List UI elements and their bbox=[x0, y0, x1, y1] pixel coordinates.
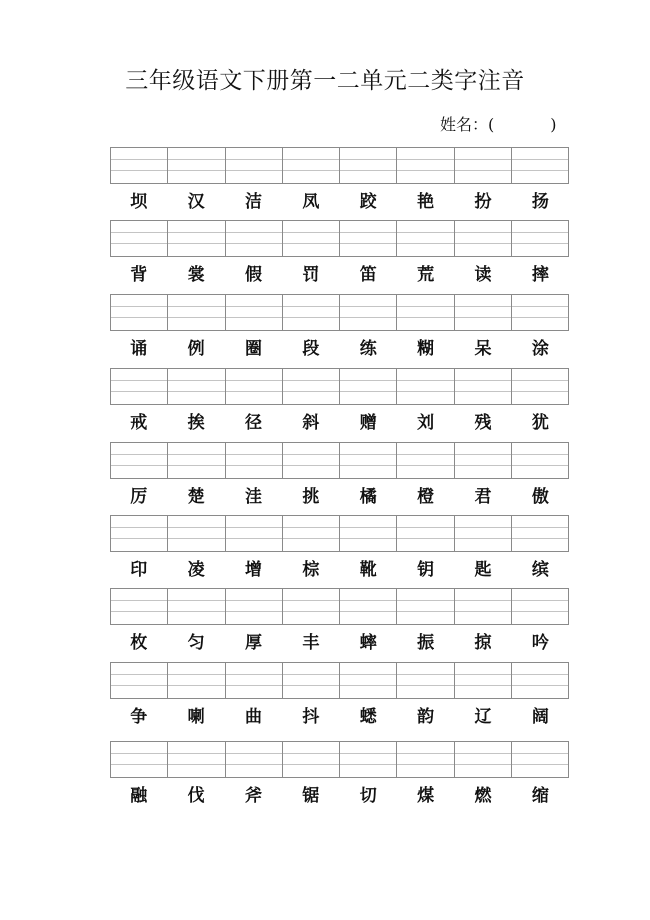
pinyin-writing-cell[interactable] bbox=[455, 295, 512, 330]
pinyin-writing-cell[interactable] bbox=[283, 221, 340, 256]
hanzi-character: 印 bbox=[130, 560, 148, 580]
pinyin-writing-cell[interactable] bbox=[340, 663, 397, 698]
pinyin-writing-grid bbox=[110, 741, 569, 778]
pinyin-writing-cell[interactable] bbox=[512, 295, 568, 330]
pinyin-writing-cell[interactable] bbox=[226, 369, 283, 404]
pinyin-writing-cell[interactable] bbox=[455, 589, 512, 624]
pinyin-writing-cell[interactable] bbox=[111, 663, 168, 698]
hanzi-character: 振 bbox=[417, 633, 435, 653]
pinyin-writing-grid bbox=[110, 294, 569, 331]
pinyin-writing-cell[interactable] bbox=[340, 443, 397, 478]
hanzi-character: 刘 bbox=[417, 413, 435, 433]
hanzi-character: 君 bbox=[474, 487, 492, 507]
pinyin-writing-cell[interactable] bbox=[397, 443, 454, 478]
hanzi-character: 圈 bbox=[244, 339, 262, 359]
name-field-label: 姓名：( ) bbox=[440, 115, 557, 134]
character-row bbox=[110, 412, 569, 434]
hanzi-character: 残 bbox=[474, 413, 492, 433]
hanzi-character: 挨 bbox=[187, 413, 205, 433]
hanzi-character: 糊 bbox=[417, 339, 435, 359]
pinyin-writing-cell[interactable] bbox=[283, 295, 340, 330]
hanzi-character: 例 bbox=[187, 339, 205, 359]
hanzi-character: 笛 bbox=[359, 265, 377, 285]
hanzi-character: 棕 bbox=[302, 560, 320, 580]
hanzi-character: 厚 bbox=[244, 633, 262, 653]
pinyin-writing-cell[interactable] bbox=[340, 148, 397, 183]
hanzi-character: 罚 bbox=[302, 265, 320, 285]
pinyin-writing-cell[interactable] bbox=[340, 589, 397, 624]
pinyin-writing-cell[interactable] bbox=[283, 369, 340, 404]
pinyin-writing-cell[interactable] bbox=[455, 443, 512, 478]
hanzi-character: 缩 bbox=[531, 786, 549, 806]
pinyin-writing-cell[interactable] bbox=[340, 516, 397, 551]
pinyin-writing-cell[interactable] bbox=[111, 295, 168, 330]
pinyin-row-block bbox=[110, 588, 569, 654]
pinyin-writing-cell[interactable] bbox=[512, 589, 568, 624]
hanzi-character: 练 bbox=[359, 339, 377, 359]
pinyin-writing-cell[interactable] bbox=[340, 742, 397, 777]
pinyin-writing-cell[interactable] bbox=[168, 589, 225, 624]
pinyin-row-block bbox=[110, 741, 569, 807]
hanzi-character: 涂 bbox=[531, 339, 549, 359]
pinyin-writing-cell[interactable] bbox=[340, 369, 397, 404]
hanzi-character: 挑 bbox=[302, 487, 320, 507]
pinyin-writing-cell[interactable] bbox=[168, 516, 225, 551]
hanzi-character: 匀 bbox=[187, 633, 205, 653]
hanzi-character: 厉 bbox=[130, 487, 148, 507]
pinyin-writing-cell[interactable] bbox=[111, 148, 168, 183]
hanzi-character: 吟 bbox=[531, 633, 549, 653]
pinyin-writing-cell[interactable] bbox=[397, 516, 454, 551]
hanzi-character: 傲 bbox=[531, 487, 549, 507]
character-row bbox=[110, 338, 569, 360]
hanzi-character: 扬 bbox=[531, 192, 549, 212]
pinyin-writing-cell[interactable] bbox=[397, 295, 454, 330]
pinyin-row-block bbox=[110, 442, 569, 508]
pinyin-writing-cell[interactable] bbox=[512, 443, 568, 478]
pinyin-writing-cell[interactable] bbox=[397, 148, 454, 183]
hanzi-character: 煤 bbox=[417, 786, 435, 806]
pinyin-writing-cell[interactable] bbox=[455, 516, 512, 551]
pinyin-writing-cell[interactable] bbox=[226, 516, 283, 551]
hanzi-character: 背 bbox=[130, 265, 148, 285]
pinyin-writing-grid bbox=[110, 662, 569, 699]
pinyin-writing-cell[interactable] bbox=[168, 148, 225, 183]
hanzi-character: 凤 bbox=[302, 192, 320, 212]
pinyin-writing-cell[interactable] bbox=[512, 516, 568, 551]
character-row bbox=[110, 706, 569, 728]
pinyin-writing-cell[interactable] bbox=[512, 742, 568, 777]
pinyin-writing-cell[interactable] bbox=[340, 221, 397, 256]
hanzi-character: 戒 bbox=[130, 413, 148, 433]
pinyin-writing-cell[interactable] bbox=[455, 742, 512, 777]
pinyin-writing-cell[interactable] bbox=[168, 221, 225, 256]
pinyin-row-block bbox=[110, 515, 569, 581]
pinyin-writing-cell[interactable] bbox=[397, 663, 454, 698]
pinyin-writing-cell[interactable] bbox=[340, 295, 397, 330]
hanzi-character: 缤 bbox=[531, 560, 549, 580]
hanzi-character: 锯 bbox=[302, 786, 320, 806]
pinyin-writing-cell[interactable] bbox=[455, 148, 512, 183]
character-row bbox=[110, 264, 569, 286]
pinyin-writing-cell[interactable] bbox=[168, 443, 225, 478]
pinyin-writing-grid bbox=[110, 368, 569, 405]
pinyin-writing-cell[interactable] bbox=[226, 148, 283, 183]
pinyin-writing-grid bbox=[110, 147, 569, 184]
pinyin-writing-cell[interactable] bbox=[397, 589, 454, 624]
pinyin-writing-cell[interactable] bbox=[226, 221, 283, 256]
pinyin-writing-grid bbox=[110, 220, 569, 257]
pinyin-writing-cell[interactable] bbox=[283, 443, 340, 478]
hanzi-character: 洁 bbox=[244, 192, 262, 212]
pinyin-writing-cell[interactable] bbox=[397, 742, 454, 777]
character-row bbox=[110, 632, 569, 654]
pinyin-writing-cell[interactable] bbox=[512, 148, 568, 183]
pinyin-writing-cell[interactable] bbox=[226, 663, 283, 698]
character-row bbox=[110, 191, 569, 213]
hanzi-character: 辽 bbox=[474, 707, 492, 727]
pinyin-row-block bbox=[110, 147, 569, 213]
pinyin-writing-cell[interactable] bbox=[283, 742, 340, 777]
character-row bbox=[110, 559, 569, 581]
pinyin-writing-cell[interactable] bbox=[168, 369, 225, 404]
hanzi-character: 艳 bbox=[417, 192, 435, 212]
hanzi-character: 犹 bbox=[531, 413, 549, 433]
pinyin-row-block bbox=[110, 662, 569, 728]
hanzi-character: 增 bbox=[244, 560, 262, 580]
hanzi-character: 裳 bbox=[187, 265, 205, 285]
pinyin-writing-cell[interactable] bbox=[226, 295, 283, 330]
hanzi-character: 伐 bbox=[187, 786, 205, 806]
hanzi-character: 坝 bbox=[130, 192, 148, 212]
pinyin-writing-cell[interactable] bbox=[397, 369, 454, 404]
hanzi-character: 洼 bbox=[244, 487, 262, 507]
hanzi-character: 斜 bbox=[302, 413, 320, 433]
pinyin-row-block bbox=[110, 220, 569, 286]
pinyin-writing-cell[interactable] bbox=[111, 516, 168, 551]
pinyin-writing-grid bbox=[110, 588, 569, 625]
hanzi-character: 燃 bbox=[474, 786, 492, 806]
hanzi-character: 融 bbox=[130, 786, 148, 806]
hanzi-character: 蟀 bbox=[359, 633, 377, 653]
hanzi-character: 橙 bbox=[417, 487, 435, 507]
pinyin-writing-cell[interactable] bbox=[111, 589, 168, 624]
hanzi-character: 呆 bbox=[474, 339, 492, 359]
pinyin-writing-grid bbox=[110, 442, 569, 479]
pinyin-writing-cell[interactable] bbox=[283, 589, 340, 624]
pinyin-writing-cell[interactable] bbox=[512, 663, 568, 698]
hanzi-character: 曲 bbox=[244, 707, 262, 727]
hanzi-character: 切 bbox=[359, 786, 377, 806]
pinyin-row-block bbox=[110, 368, 569, 434]
hanzi-character: 赠 bbox=[359, 413, 377, 433]
hanzi-character: 阔 bbox=[531, 707, 549, 727]
hanzi-character: 段 bbox=[302, 339, 320, 359]
hanzi-character: 橘 bbox=[359, 487, 377, 507]
pinyin-writing-cell[interactable] bbox=[455, 663, 512, 698]
hanzi-character: 掠 bbox=[474, 633, 492, 653]
hanzi-character: 凌 bbox=[187, 560, 205, 580]
pinyin-writing-cell[interactable] bbox=[512, 369, 568, 404]
hanzi-character: 荒 bbox=[417, 265, 435, 285]
pinyin-writing-cell[interactable] bbox=[226, 742, 283, 777]
pinyin-writing-cell[interactable] bbox=[226, 589, 283, 624]
pinyin-writing-cell[interactable] bbox=[111, 742, 168, 777]
pinyin-writing-cell[interactable] bbox=[111, 443, 168, 478]
hanzi-character: 靴 bbox=[359, 560, 377, 580]
hanzi-character: 抖 bbox=[302, 707, 320, 727]
pinyin-writing-cell[interactable] bbox=[283, 148, 340, 183]
hanzi-character: 扮 bbox=[474, 192, 492, 212]
hanzi-character: 钥 bbox=[417, 560, 435, 580]
character-row bbox=[110, 785, 569, 807]
hanzi-character: 汉 bbox=[187, 192, 205, 212]
pinyin-writing-cell[interactable] bbox=[168, 295, 225, 330]
pinyin-writing-cell[interactable] bbox=[397, 221, 454, 256]
hanzi-character: 争 bbox=[130, 707, 148, 727]
character-row bbox=[110, 486, 569, 508]
hanzi-character: 假 bbox=[244, 265, 262, 285]
pinyin-writing-cell[interactable] bbox=[283, 663, 340, 698]
hanzi-character: 喇 bbox=[187, 707, 205, 727]
hanzi-character: 丰 bbox=[302, 633, 320, 653]
pinyin-writing-cell[interactable] bbox=[226, 443, 283, 478]
pinyin-writing-cell[interactable] bbox=[512, 221, 568, 256]
pinyin-writing-cell[interactable] bbox=[111, 221, 168, 256]
hanzi-character: 楚 bbox=[187, 487, 205, 507]
hanzi-character: 韵 bbox=[417, 707, 435, 727]
pinyin-writing-cell[interactable] bbox=[168, 663, 225, 698]
hanzi-character: 摔 bbox=[531, 265, 549, 285]
hanzi-character: 诵 bbox=[130, 339, 148, 359]
pinyin-writing-cell[interactable] bbox=[283, 516, 340, 551]
page-title: 三年级语文下册第一二单元二类字注音 bbox=[125, 68, 525, 94]
hanzi-character: 枚 bbox=[130, 633, 148, 653]
pinyin-writing-cell[interactable] bbox=[111, 369, 168, 404]
hanzi-character: 匙 bbox=[474, 560, 492, 580]
hanzi-character: 读 bbox=[474, 265, 492, 285]
pinyin-writing-grid bbox=[110, 515, 569, 552]
pinyin-writing-cell[interactable] bbox=[168, 742, 225, 777]
hanzi-character: 径 bbox=[244, 413, 262, 433]
hanzi-character: 斧 bbox=[244, 786, 262, 806]
pinyin-writing-cell[interactable] bbox=[455, 221, 512, 256]
hanzi-character: 跤 bbox=[359, 192, 377, 212]
pinyin-writing-cell[interactable] bbox=[455, 369, 512, 404]
pinyin-row-block bbox=[110, 294, 569, 360]
hanzi-character: 蟋 bbox=[359, 707, 377, 727]
